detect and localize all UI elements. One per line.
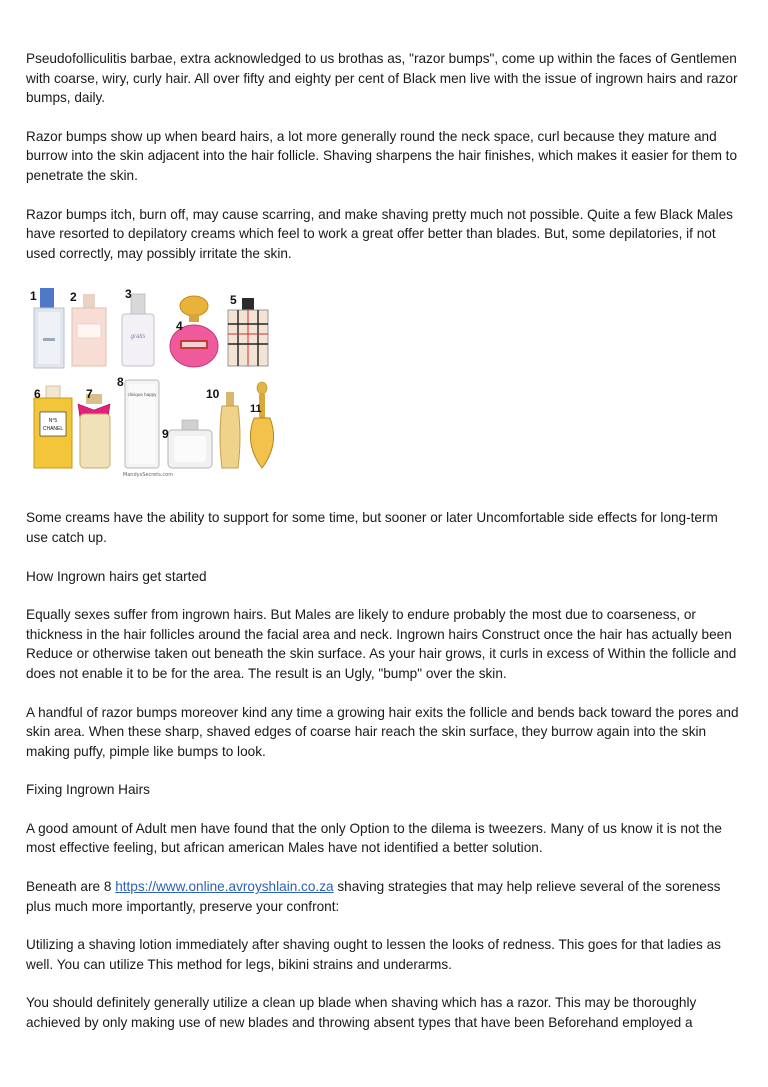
bottle-3-label: gratis xyxy=(130,334,146,341)
perfume-bottle-8 xyxy=(125,380,159,468)
image-watermark: MandysSecrets.com xyxy=(122,472,174,479)
perfume-bottle-2 xyxy=(72,294,106,366)
link-paragraph-before: Beneath are 8 xyxy=(26,879,116,895)
bottle-6-brand-label: CHANEL xyxy=(42,426,64,433)
paragraph-1: Pseudofolliculitis barbae, extra acknowledged to us brothas as, "razor bumps", come up within the faces of Gentlemen with coarse, wiry, curly hair. All over fifty and eighty per cent of Black men live with the issue of ingrown hairs and razor bumps, daily. xyxy=(26,51,738,106)
link-paragraph-after: shaving strategies that may help relieve several of the soreness plus much more importantly, preserve your confront: xyxy=(26,879,721,914)
bottle-number-11: 11 xyxy=(250,403,262,416)
perfume-bottle-1 xyxy=(34,288,64,368)
paragraph-5: Equally sexes suffer from ingrown hairs. But Males are likely to endure probably the most due to coarseness, or thickness in the hair follicles around the facial area and neck. Ingrown hairs Construct once the hair has actually been Reduce or otherwise taken out beneath the skin surface. As your hair grows, it curls in excess of Within the follicle and does not enable it to be for the area. The result is an Ugly, "bump" over the skin. xyxy=(26,607,737,681)
paragraph-9: You should definitely generally utilize a clean up blade when shaving which has a razor. This may be thoroughly achieved by only making use of new blades and throwing absent types that have been Beforehand employed a xyxy=(26,995,697,1031)
perfume-bottle-3 xyxy=(122,294,154,366)
avroyshlain-link[interactable]: https://www.online.avroyshlain.co.za xyxy=(115,879,334,895)
bottle-number-6: 6 xyxy=(34,387,41,402)
perfume-bottles-image xyxy=(28,282,278,478)
bottle-number-2: 2 xyxy=(70,290,77,305)
bottle-number-5: 5 xyxy=(230,293,237,308)
paragraph-3: Razor bumps itch, burn off, may cause scarring, and make shaving pretty much not possible. Quite a few Black Males have resorted to depilatory creams which feel to work a great offer better than blades. But, some depilatories, if not used correctly, may possibly irritate the skin. xyxy=(26,206,733,261)
document-page xyxy=(26,49,742,1052)
paragraph-4: Some creams have the ability to support for some time, but sooner or later Uncomfortable side effects for long-term use catch up. xyxy=(26,510,718,545)
bottle-number-9: 9 xyxy=(162,427,169,442)
perfume-bottle-5 xyxy=(228,298,268,366)
bottle-number-10: 10 xyxy=(206,387,220,402)
paragraph-6: A handful of razor bumps moreover kind any time a growing hair exits the follicle and bends back toward the pores and skin area. When these sharp, shaved edges of coarse hair reach the skin surface, they burrow again into the skin making puffy, pimple like bumps to look. xyxy=(26,704,739,759)
bottle-6-number-label: N°5 xyxy=(48,418,58,425)
bottle-number-3: 3 xyxy=(125,287,132,302)
paragraph-link-tips xyxy=(26,877,742,916)
bottle-number-1: 1 xyxy=(30,289,37,304)
bottle-number-7: 7 xyxy=(86,387,93,402)
paragraph-2: Razor bumps show up when beard hairs, a lot more generally round the neck space, curl because they mature and burrow into the skin adjacent into the hair follicle. Shaving sharpens the hair finishes, which makes it easier for them to penetrate the skin. xyxy=(26,128,738,183)
bottle-number-8: 8 xyxy=(117,375,124,390)
paragraph-7: A good amount of Adult men have found that the only Option to the dilema is tweezers. Many of us know it is not the most effective feeling, but african american Males have not identified a better solution. xyxy=(26,820,722,856)
bottle-8-label: clinique happy xyxy=(127,392,157,398)
perfume-bottle-11 xyxy=(250,382,273,468)
perfume-bottle-7 xyxy=(78,394,110,468)
bottle-number-4: 4 xyxy=(176,319,183,334)
heading-how-ingrown-hairs: How Ingrown hairs get started xyxy=(26,568,207,584)
perfume-bottle-10 xyxy=(220,392,240,468)
heading-fixing-ingrown-hairs: Fixing Ingrown Hairs xyxy=(26,782,150,798)
perfume-bottle-9 xyxy=(168,420,212,468)
paragraph-8: Utilizing a shaving lotion immediately after shaving ought to lessen the looks of redness. This goes for that ladies as well. You can utilize This method for legs, bikini strains and underarms. xyxy=(26,937,721,972)
